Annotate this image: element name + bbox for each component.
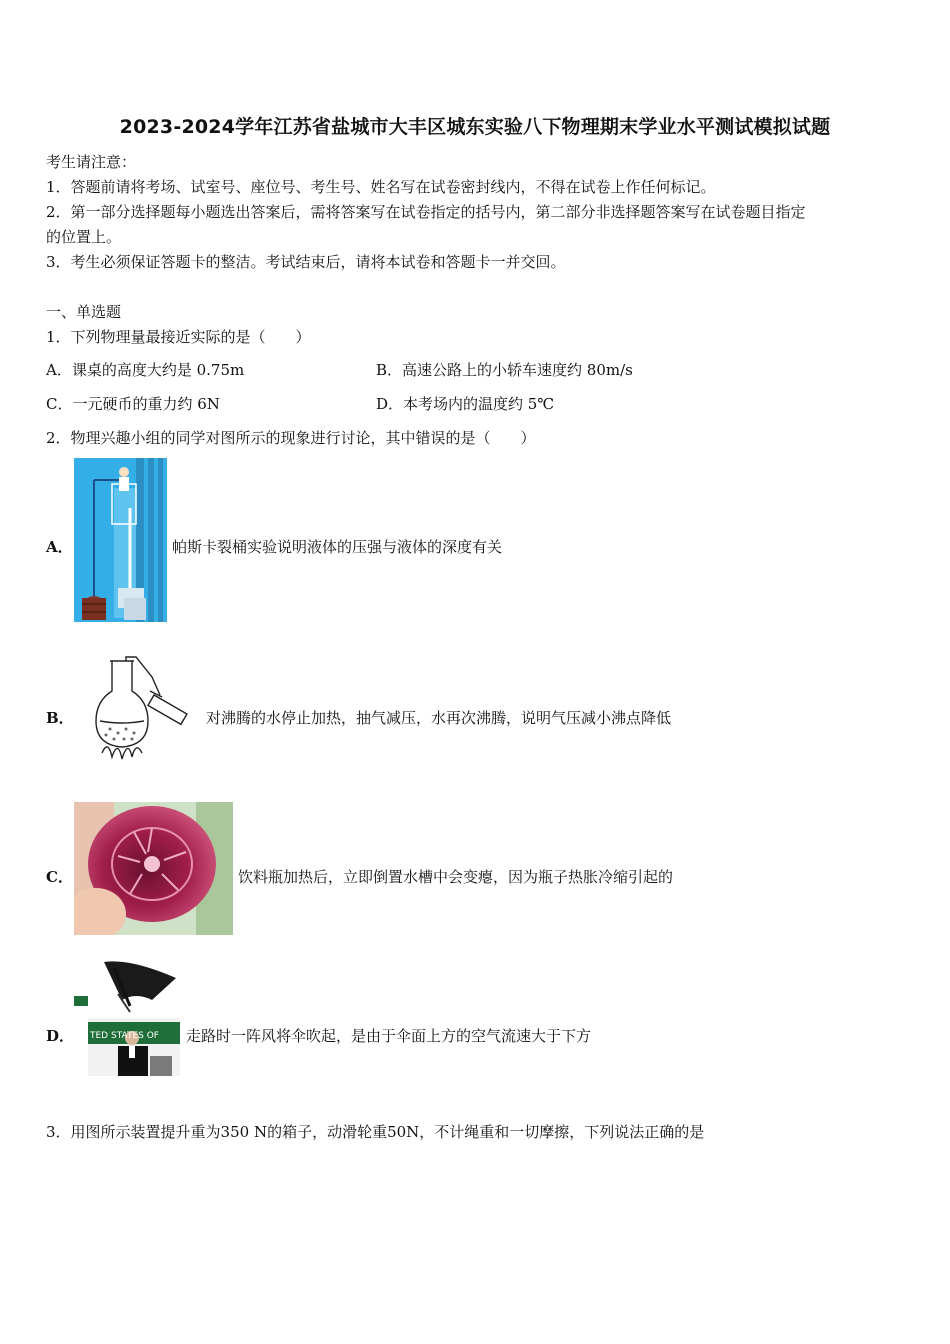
q1-option-d: D．本考场内的温度约 5℃ bbox=[376, 395, 555, 413]
q2-stem: 2．物理兴趣小组的同学对图所示的现象进行讨论，其中错误的是（ ） bbox=[46, 429, 536, 447]
page-title: 2023-2024学年江苏省盐城市大丰区城东实验八下物理期末学业水平测试模拟试题 bbox=[119, 116, 831, 138]
q1-option-b: B．高速公路上的小轿车速度约 80m/s bbox=[376, 361, 633, 379]
q2-option-b-text: 对沸腾的水停止加热，抽气减压，水再次沸腾，说明气压减小沸点降低 bbox=[206, 709, 672, 727]
q2-option-d-text: 走路时一阵风将伞吹起，是由于伞面上方的空气流速大于下方 bbox=[186, 1027, 592, 1045]
q2-option-c-text: 饮料瓶加热后，立即倒置水槽中会变瘪，因为瓶子热胀冷缩引起的 bbox=[238, 868, 674, 886]
section-heading: 一、单选题 bbox=[46, 303, 122, 321]
q2-option-c-label: C． bbox=[46, 868, 73, 886]
q2-option-b-label: B． bbox=[46, 709, 74, 727]
q2-option-a-label: A． bbox=[46, 538, 73, 556]
notice-item-2: 2．第一部分选择题每小题选出答案后，需将答案写在试卷指定的括号内，第二部分非选择题答案写在试卷题目指定 bbox=[46, 203, 806, 221]
notice-item-3: 3．考生必须保证答题卡的整洁。考试结束后，请将本试卷和答题卡一并交回。 bbox=[46, 253, 566, 271]
photo-sign-text: TED STATES OF bbox=[90, 1031, 159, 1041]
notice-item-2-cont: 的位置上。 bbox=[46, 228, 122, 246]
notice-item-1: 1．答题前请将考场、试室号、座位号、考生号、姓名写在试卷密封线内，不得在试卷上作任何标记。 bbox=[46, 178, 716, 196]
crushed-bottle-photo bbox=[74, 802, 233, 935]
q1-option-c: C．一元硬币的重力约 6N bbox=[46, 395, 220, 413]
q2-option-d-label: D． bbox=[46, 1027, 75, 1045]
q3-stem: 3．用图所示装置提升重为350 N的箱子，动滑轮重50N，不计绳重和一切摩擦，下列说法正确的是 bbox=[46, 1123, 705, 1141]
q2-option-a-text: 帕斯卡裂桶实验说明液体的压强与液体的深度有关 bbox=[172, 538, 503, 556]
q1-stem: 1．下列物理量最接近实际的是（ ） bbox=[46, 328, 311, 346]
umbrella-photo bbox=[74, 960, 180, 1076]
q1-option-a: A．课桌的高度大约是 0.75m bbox=[46, 361, 245, 379]
pascal-barrel-figure bbox=[74, 458, 167, 622]
flask-syringe-figure bbox=[90, 655, 200, 769]
notice-heading: 考生请注意： bbox=[46, 153, 137, 171]
